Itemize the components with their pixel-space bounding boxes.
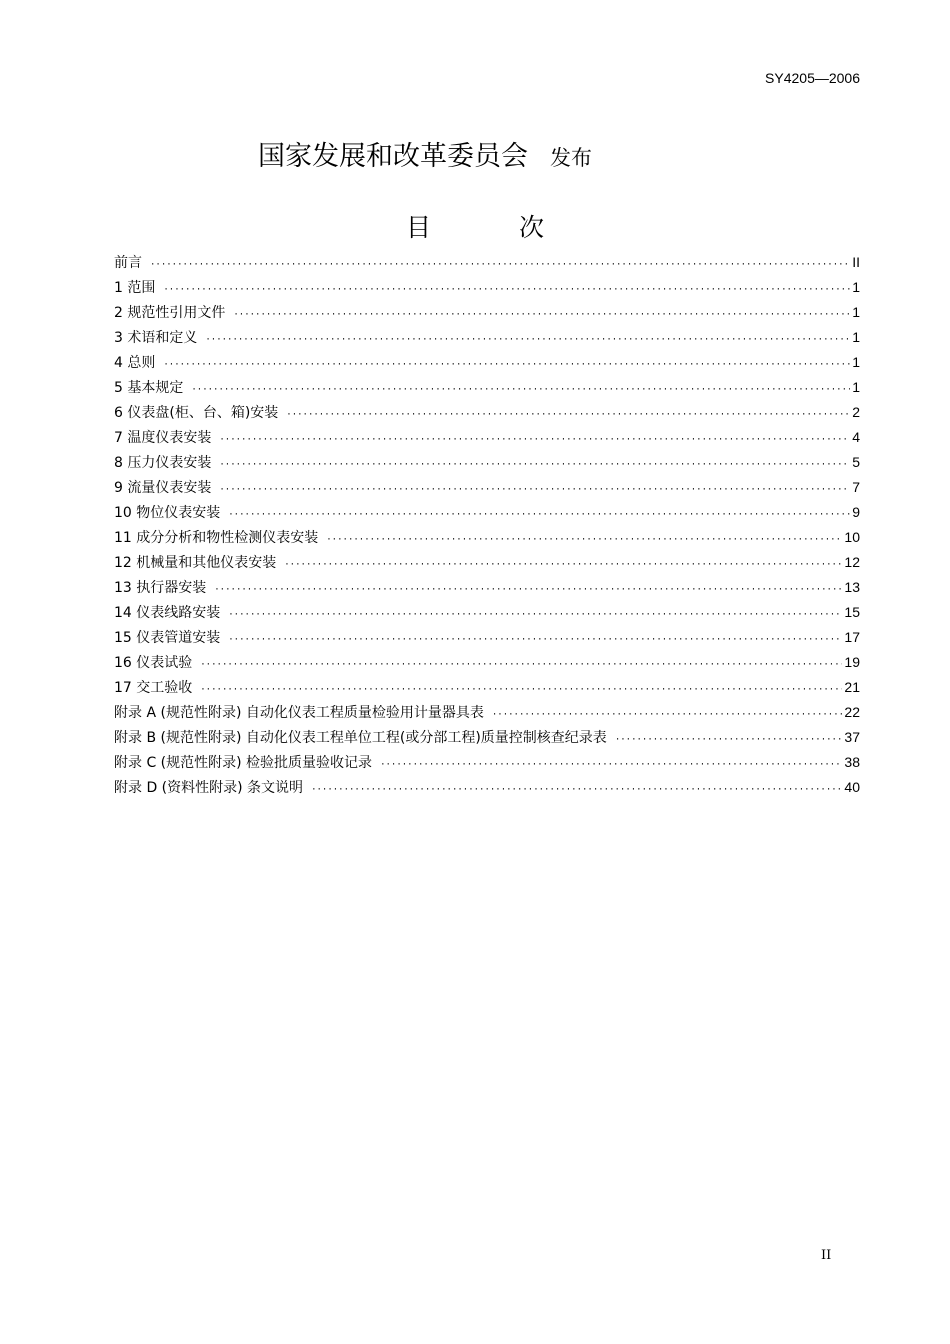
toc-leader-dots <box>200 678 842 703</box>
toc-entry[interactable] <box>114 350 860 375</box>
toc-leader-dots <box>214 578 842 603</box>
toc-entry[interactable] <box>114 675 860 700</box>
toc-leader-dots <box>284 553 842 578</box>
toc-entry[interactable] <box>114 600 860 625</box>
toc-entry-label: 附录 D (资料性附录) 条文说明 <box>114 780 304 796</box>
toc-entry[interactable] <box>114 425 860 450</box>
toc-leader-dots <box>228 628 842 653</box>
toc-leader-dots <box>219 428 850 453</box>
issuer-action: 发布 <box>550 146 592 170</box>
toc-leader-dots <box>228 603 842 628</box>
toc-entry-page: 13 <box>844 579 860 595</box>
toc-entry-page: 4 <box>852 429 860 445</box>
toc-entry-label: 6 仪表盘(柜、台、箱)安装 <box>114 405 279 421</box>
toc-entry-label: 9 流量仪表安装 <box>114 480 212 496</box>
toc-entry-label: 17 交工验收 <box>114 680 193 696</box>
toc-entry-label: 13 执行器安装 <box>114 580 207 596</box>
toc-leader-dots <box>380 753 842 778</box>
toc-entry-page: 40 <box>844 779 860 795</box>
toc-entry[interactable] <box>114 775 860 800</box>
toc-leader-dots <box>191 378 850 403</box>
toc-entry-label: 8 压力仪表安装 <box>114 455 212 471</box>
toc-entry[interactable] <box>114 275 860 300</box>
toc-leader-dots <box>228 503 850 528</box>
toc-entry[interactable] <box>114 250 860 275</box>
standard-code: SY4205—2006 <box>765 70 860 86</box>
toc-leader-dots <box>615 728 843 753</box>
toc-entry-page: 9 <box>852 504 860 520</box>
toc-entry-page: 2 <box>852 404 860 420</box>
toc-entry-page: 1 <box>852 354 860 370</box>
toc-entry-label: 11 成分分析和物性检测仪表安装 <box>114 530 319 546</box>
toc-leader-dots <box>163 278 850 303</box>
toc-title: 目 次 <box>406 213 584 242</box>
toc-entry-label: 14 仪表线路安装 <box>114 605 221 621</box>
toc-leader-dots <box>219 478 850 503</box>
toc-leader-dots <box>326 528 842 553</box>
toc-entry-label: 前言 <box>114 255 142 271</box>
toc-entry-page: 10 <box>844 529 860 545</box>
toc-leader-dots <box>311 778 842 803</box>
toc-leader-dots <box>219 453 850 478</box>
toc-entry-page: 1 <box>852 304 860 320</box>
toc-leader-dots <box>286 403 850 428</box>
toc-entry-page: 1 <box>852 279 860 295</box>
toc-entry[interactable] <box>114 375 860 400</box>
toc-entry[interactable] <box>114 650 860 675</box>
toc-entry-page: 1 <box>852 379 860 395</box>
toc-entry-label: 2 规范性引用文件 <box>114 305 226 321</box>
toc-entry-label: 7 温度仪表安装 <box>114 430 212 446</box>
toc-entry[interactable] <box>114 475 860 500</box>
toc-entry[interactable] <box>114 325 860 350</box>
toc-entry-label: 10 物位仪表安装 <box>114 505 221 521</box>
toc-entry-label: 附录 C (规范性附录) 检验批质量验收记录 <box>114 755 373 771</box>
toc-entry[interactable] <box>114 525 860 550</box>
toc-entry[interactable] <box>114 450 860 475</box>
toc-leader-dots <box>233 303 850 328</box>
toc-entry-label: 16 仪表试验 <box>114 655 193 671</box>
issuer-name: 国家发展和改革委员会 <box>258 141 528 172</box>
toc-entry-page: 12 <box>844 554 860 570</box>
toc-entry-page: 21 <box>844 679 860 695</box>
toc-entry[interactable] <box>114 400 860 425</box>
toc-entry-label: 15 仪表管道安装 <box>114 630 221 646</box>
toc-entry-page: II <box>852 254 860 270</box>
table-of-contents <box>114 250 860 800</box>
toc-entry[interactable] <box>114 700 860 725</box>
toc-entry-page: 37 <box>844 729 860 745</box>
toc-entry-label: 附录 A (规范性附录) 自动化仪表工程质量检验用计量器具表 <box>114 705 484 721</box>
toc-entry[interactable] <box>114 725 860 750</box>
toc-entry-label: 3 术语和定义 <box>114 330 198 346</box>
toc-entry-label: 1 范围 <box>114 280 156 296</box>
toc-entry-label: 5 基本规定 <box>114 380 184 396</box>
toc-entry[interactable] <box>114 750 860 775</box>
issuer-line <box>258 134 592 173</box>
toc-entry-page: 22 <box>844 704 860 720</box>
toc-leader-dots <box>205 328 850 353</box>
toc-entry-page: 1 <box>852 329 860 345</box>
toc-entry-page: 17 <box>844 629 860 645</box>
page-number: II <box>821 1248 832 1263</box>
toc-leader-dots <box>200 653 842 678</box>
toc-entry-label: 附录 B (规范性附录) 自动化仪表工程单位工程(或分部工程)质量控制核查纪录表 <box>114 730 607 746</box>
toc-entry-page: 19 <box>844 654 860 670</box>
toc-entry-page: 15 <box>844 604 860 620</box>
toc-entry[interactable] <box>114 625 860 650</box>
toc-entry[interactable] <box>114 575 860 600</box>
toc-leader-dots <box>150 253 850 278</box>
toc-leader-dots <box>163 353 850 378</box>
toc-entry[interactable] <box>114 500 860 525</box>
toc-entry-page: 7 <box>852 479 860 495</box>
toc-leader-dots <box>492 703 843 728</box>
toc-entry[interactable] <box>114 300 860 325</box>
toc-entry-page: 5 <box>852 454 860 470</box>
toc-entry-page: 38 <box>844 754 860 770</box>
toc-entry[interactable] <box>114 550 860 575</box>
toc-entry-label: 12 机械量和其他仪表安装 <box>114 555 277 571</box>
toc-entry-label: 4 总则 <box>114 355 156 371</box>
